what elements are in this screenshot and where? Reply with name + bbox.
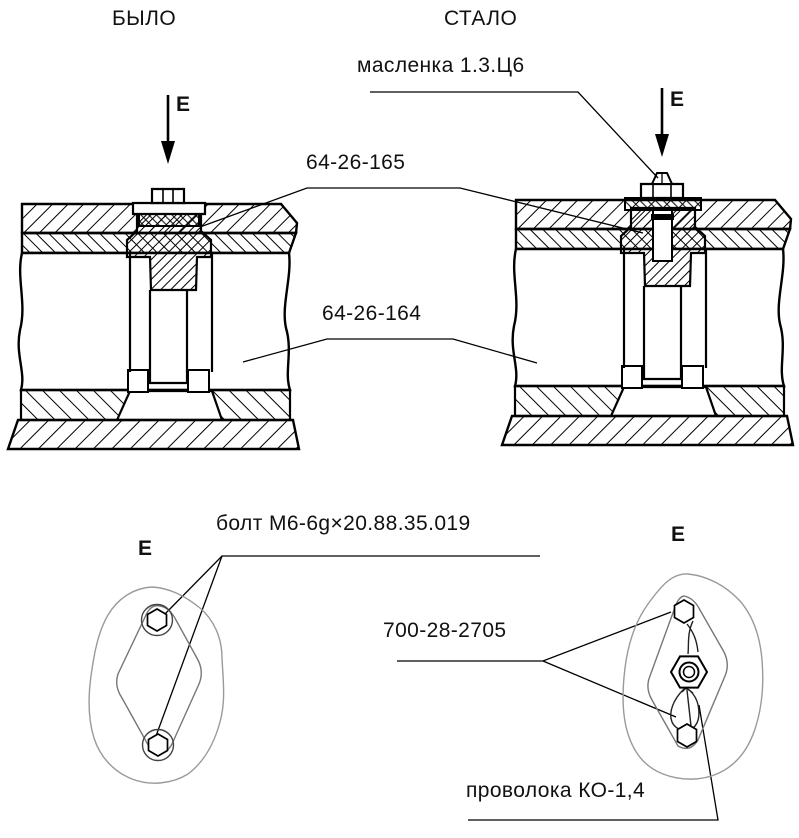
cross-section-after — [502, 173, 793, 445]
view-e-after — [623, 574, 763, 779]
callout-part-165: 64-26-165 — [306, 151, 406, 174]
grease-fitting-top-view — [671, 656, 707, 687]
view-marker-arrow-after: Е — [670, 88, 685, 111]
arrow-head-icon — [161, 141, 175, 164]
arrow-head-icon — [655, 134, 669, 157]
leader-wire — [468, 705, 718, 820]
callout-part-164: 64-26-164 — [322, 302, 422, 325]
cross-section-before — [8, 189, 299, 449]
view-marker-view-before: Е — [138, 537, 153, 560]
grease-fitting — [641, 173, 683, 198]
title-before: БЫЛО — [112, 7, 177, 30]
view-marker-arrow-before: Е — [176, 93, 191, 116]
bolt-head-bottom — [149, 734, 168, 756]
bolt-head-top — [148, 609, 167, 631]
callout-part-2705: 700-28-2705 — [383, 619, 507, 642]
thread-band — [651, 214, 674, 220]
view-arrow-after — [655, 88, 669, 157]
view-arrow-before — [161, 95, 175, 164]
washer-plate — [139, 214, 199, 226]
callout-grease-fitting: масленка 1.3.Ц6 — [357, 54, 525, 77]
bolt-head-top — [675, 600, 694, 623]
view-e-before — [89, 587, 224, 783]
leader-2705-bottom — [543, 661, 676, 717]
callout-wire: проволока КО-1,4 — [466, 779, 646, 802]
bolt-head-bottom — [678, 724, 697, 747]
title-after: СТАЛО — [444, 7, 518, 30]
fitting-washer — [625, 198, 701, 210]
view-marker-view-after: Е — [671, 523, 686, 546]
leader-grease-fitting — [370, 92, 658, 178]
leader-bolt-bottom — [156, 556, 222, 736]
bolt-head — [152, 189, 184, 203]
callout-bolt: болт М6-6g×20.88.35.019 — [216, 512, 471, 535]
flange-plate — [133, 203, 205, 214]
